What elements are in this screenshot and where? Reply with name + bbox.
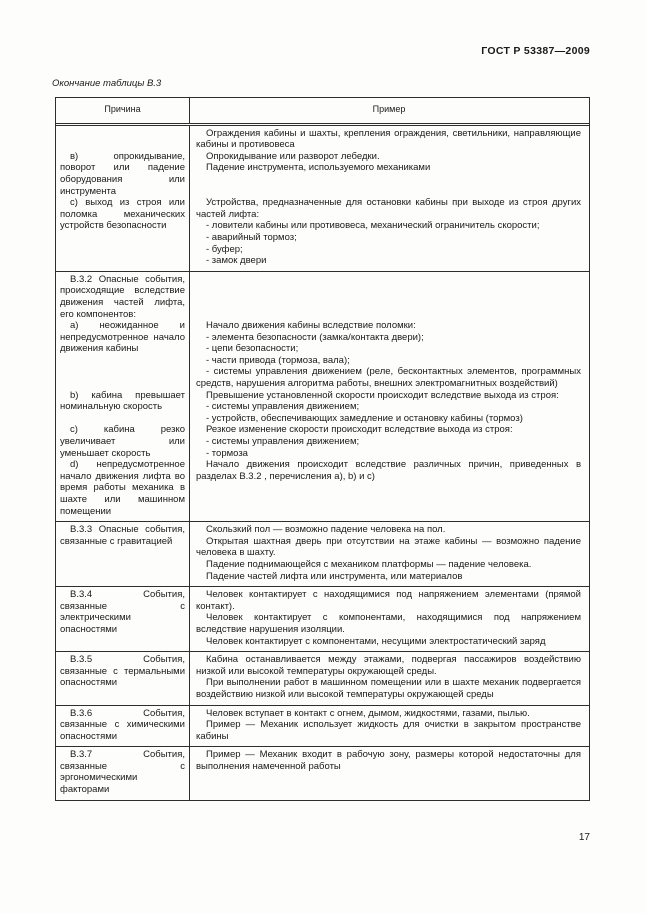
column-header-example: Пример bbox=[372, 104, 406, 114]
cause-cell bbox=[56, 459, 189, 517]
cause-cell bbox=[56, 274, 189, 320]
cell-paragraph: Ограждения кабины и шахты, крепления ограждения, светильники, направляющие кабины и противовеса bbox=[196, 127, 581, 151]
table-row bbox=[56, 272, 589, 522]
example-cell bbox=[189, 459, 589, 517]
cell-paragraph: Человек контактирует с находящимися под напряжением элементами (прямой контакт). bbox=[196, 589, 581, 612]
cause-cell bbox=[56, 320, 189, 390]
table-row bbox=[56, 126, 589, 272]
cell-paragraph: Резкое изменение скорости происходит вследствие выхода из строя: bbox=[206, 424, 513, 436]
cell-paragraph: - части привода (тормоза, вала); bbox=[206, 354, 350, 366]
cell-paragraph: - аварийный тормоз; bbox=[206, 231, 297, 243]
table-row bbox=[56, 587, 589, 652]
example-cell bbox=[189, 424, 589, 459]
example-cell bbox=[189, 128, 589, 151]
document-code: ГОСТ Р 53387—2009 bbox=[481, 45, 590, 57]
example-cell bbox=[189, 589, 589, 647]
cell-paragraph: - ловители кабины или противовеса, механический ограничитель скорости; bbox=[206, 220, 540, 232]
row-segment bbox=[56, 424, 589, 459]
column-header-cause: Причина bbox=[104, 104, 141, 114]
cell-paragraph: Человек вступает в контакт с огнем, дымом, жидкостями, газами, пылью. bbox=[206, 707, 530, 719]
table-row bbox=[56, 652, 589, 705]
example-cell bbox=[189, 524, 589, 582]
example-cell bbox=[189, 197, 589, 267]
row-segment bbox=[56, 128, 589, 151]
row-segment bbox=[56, 654, 589, 700]
cell-paragraph: В.3.2 Опасные события, происходящие вследствие движения частей лифта, его компонентов: bbox=[60, 273, 185, 320]
cause-cell bbox=[56, 524, 189, 582]
cell-paragraph: Начало движения кабины вследствие поломки: bbox=[206, 320, 416, 332]
cell-paragraph: - буфер; bbox=[206, 243, 243, 255]
cell-paragraph: - устройств, обеспечивающих замедление и остановку кабины (тормоз) bbox=[206, 412, 523, 424]
row-segment bbox=[56, 589, 589, 647]
row-segment bbox=[56, 151, 589, 197]
cause-cell bbox=[56, 424, 189, 459]
cell-paragraph: Падение поднимающейся с механиком платформы — падение человека. bbox=[206, 558, 532, 570]
cell-paragraph: d) непредусмотренное начало движения лифта во время работы механика в шахте или машинном помещении bbox=[60, 459, 185, 517]
cause-cell bbox=[56, 390, 189, 425]
cell-paragraph: - системы управления движением (реле, бесконтактных элементов, программных средств, нарушения алгоритма работы, внешних электромагнитных воздействий) bbox=[196, 366, 581, 390]
cell-paragraph: Опрокидывание или разворот лебедки. bbox=[206, 150, 380, 162]
page-number: 17 bbox=[578, 832, 590, 843]
example-cell bbox=[189, 320, 589, 390]
row-segment bbox=[56, 197, 589, 267]
cell-paragraph: В.3.5 События, связанные с термальными опасностями bbox=[60, 654, 185, 689]
cell-paragraph: Скользкий пол — возможно падение человека на пол. bbox=[206, 524, 446, 536]
cell-paragraph: Устройства, предназначенные для остановки кабины при выходе из строя других частей лифта: bbox=[196, 197, 581, 220]
row-segment bbox=[56, 390, 589, 425]
cell-paragraph: Человек контактирует с компонентами, несущими электростатический заряд bbox=[206, 635, 546, 647]
cell-paragraph: Кабина останавливается между этажами, подвергая пассажиров воздействию низкой или высокой температуры окружающей среды. bbox=[196, 654, 581, 677]
example-cell bbox=[189, 749, 589, 795]
cell-paragraph: В.3.7 События, связанные с эргономическими факторами bbox=[60, 749, 185, 796]
cause-cell bbox=[56, 654, 189, 700]
cell-paragraph: В.3.4 События, связанные с электрическими опасностями bbox=[60, 589, 185, 635]
cause-cell bbox=[56, 128, 189, 151]
cause-cell bbox=[56, 708, 189, 743]
cell-paragraph: b) кабина превышает номинальную скорость bbox=[60, 389, 185, 413]
row-segment bbox=[56, 524, 589, 582]
cell-paragraph: - системы управления движением; bbox=[206, 436, 360, 448]
row-segment bbox=[56, 749, 589, 795]
cause-cell bbox=[56, 151, 189, 197]
cell-paragraph: В.3.3 Опасные события, связанные с гравитацией bbox=[60, 524, 185, 547]
row-segment bbox=[56, 274, 589, 320]
cell-paragraph: Открытая шахтная дверь при отсутствии на этаже кабины — возможно падение человека в шахту. bbox=[196, 535, 581, 559]
row-segment bbox=[56, 320, 589, 390]
table-row bbox=[56, 747, 589, 799]
cell-paragraph: Падение инструмента, используемого механиками bbox=[206, 162, 431, 174]
cell-paragraph: - элемента безопасности (замка/контакта двери); bbox=[206, 331, 424, 343]
cause-cell bbox=[56, 589, 189, 647]
cell-paragraph: Начало движения происходит вследствие различных причин, приведенных в разделах В.3.2 , перечисления а), b) и с) bbox=[196, 459, 581, 482]
example-cell bbox=[189, 274, 589, 320]
cell-paragraph: - цепи безопасности; bbox=[206, 343, 299, 355]
example-cell bbox=[189, 151, 589, 197]
cell-paragraph: Пример — Механик входит в рабочую зону, размеры которой недостаточны для выполнения намеченной работы bbox=[196, 749, 581, 772]
cell-paragraph: в) опрокидывание, поворот или падение оборудования или инструмента bbox=[60, 150, 185, 197]
cell-paragraph: В.3.6 События, связанные с химическими опасностями bbox=[60, 707, 185, 742]
cell-paragraph: Человек контактирует с компонентами, находящимися под напряжением вследствие нарушения изоляции. bbox=[196, 612, 581, 635]
cell-paragraph: Пример — Механик использует жидкость для очистки в закрытом пространстве кабины bbox=[196, 719, 581, 742]
cell-paragraph: с) кабина резко увеличивает или уменьшает скорость bbox=[60, 424, 185, 459]
row-segment bbox=[56, 459, 589, 517]
cell-paragraph: с) выход из строя или поломка механических устройств безопасности bbox=[60, 197, 185, 232]
cell-paragraph: Превышение установленной скорости происходит вследствие выхода из строя: bbox=[206, 389, 559, 401]
row-segment bbox=[56, 708, 589, 743]
example-cell bbox=[189, 390, 589, 425]
hazard-table bbox=[55, 97, 590, 801]
cell-paragraph: При выполнении работ в машинном помещении или в шахте механик подвергается воздействию низкой или высокой температуры окружающей среды bbox=[196, 677, 581, 700]
example-cell bbox=[189, 708, 589, 743]
cell-paragraph: - замок двери bbox=[206, 255, 267, 267]
table-body bbox=[56, 126, 589, 800]
table-caption: Окончание таблицы В.3 bbox=[52, 78, 162, 89]
cell-paragraph: - системы управления движением; bbox=[206, 401, 360, 413]
cell-paragraph: а) неожиданное и непредусмотренное начало движения кабины bbox=[60, 320, 185, 355]
cause-cell bbox=[56, 749, 189, 795]
table-header-row bbox=[56, 98, 589, 126]
cell-paragraph: - тормоза bbox=[206, 447, 248, 459]
example-cell bbox=[189, 654, 589, 700]
cell-paragraph: Падение частей лифта или инструмента, или материалов bbox=[206, 570, 463, 582]
table-row bbox=[56, 522, 589, 587]
cause-cell bbox=[56, 197, 189, 267]
table-row bbox=[56, 706, 589, 748]
